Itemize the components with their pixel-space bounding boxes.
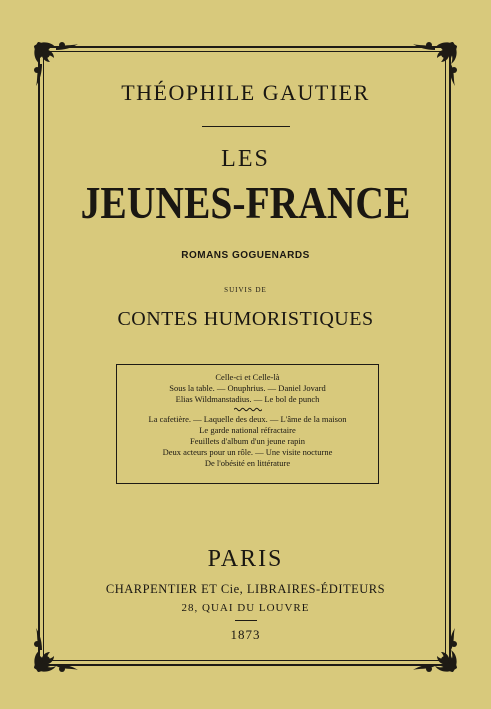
publisher-name: CHARPENTIER ET Cie, LIBRAIRES-ÉDITEURS — [105, 582, 386, 596]
contents-box — [116, 364, 379, 484]
contents-line: Elias Wildmanstadius. — Le bol de punch — [175, 393, 320, 404]
connector-text: SUIVIS DE — [224, 286, 267, 294]
contents-line: Le garde national réfractaire — [199, 425, 296, 436]
book-subtitle: ROMANS GOGUENARDS — [181, 250, 310, 261]
contents-line: La cafetière. — Laquelle des deux. — L'âme de la maison — [148, 414, 347, 425]
book-title: JEUNES-FRANCE — [80, 177, 411, 228]
author-name: THÉOPHILE GAUTIER — [121, 80, 370, 105]
divider-rule — [202, 126, 290, 127]
contents-line: Celle-ci et Celle-là — [215, 372, 280, 382]
corner-ornament-icon — [28, 614, 92, 678]
title-article: LES — [221, 146, 270, 172]
second-title: CONTES HUMORISTIQUES — [117, 308, 374, 330]
city-name: PARIS — [207, 546, 284, 572]
contents-line: Feuillets d'album d'un jeune rapin — [190, 435, 305, 446]
publication-year: 1873 — [230, 627, 261, 642]
contents-line: Sous la table. — Onuphrius. — Daniel Jovard — [169, 382, 326, 393]
contents-line: De l'obésité en littérature — [204, 457, 291, 468]
publisher-address: 28, QUAI DU LOUVRE — [181, 602, 310, 614]
wavy-divider-icon — [117, 404, 378, 414]
corner-ornament-icon — [399, 614, 463, 678]
divider-rule — [235, 620, 257, 621]
contents-line: Deux acteurs pour un rôle. — Une visite nocturne — [162, 446, 333, 457]
